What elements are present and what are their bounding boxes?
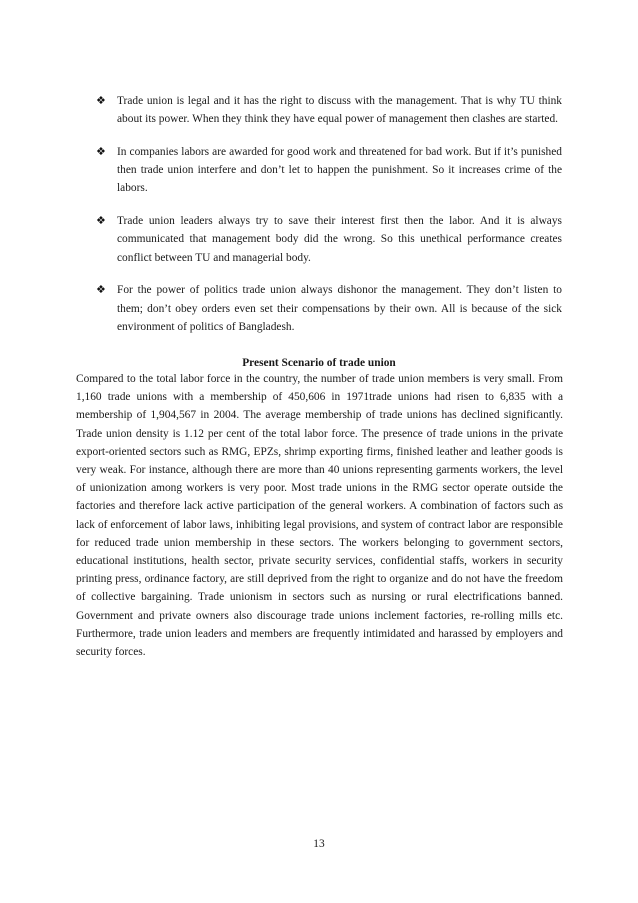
diamond-bullet-icon: ❖	[96, 283, 106, 297]
section-paragraph: Compared to the total labor force in the country, the number of trade union members is very small. From 1,160 trade unions with a membership of 450,606 in 1971trade unions had risen to 6,835 with a membership of 1,904,567 in 2004. The average membership of trade unions has declined significantly. Trade union density is 1.12 per cent of the total labor force. The presence of trade unions in the private export-oriented sectors such as RMG, EPZs, shrimp exporting firms, finished leather and leather goods is very weak. For instance, although there are more than 40 unions representing garments workers, the level of unionization among workers is very poor. Most trade unions in the RMG sector operate outside the factories and therefore lack active participation of the general workers. A combination of factors such as lack of enforcement of labor laws, inhibiting legal provisions, and system of contract labor are responsible for reduced trade union membership in these sectors. The workers belonging to government sectors, educational institutions, health sector, private security services, confidential staffs, workers in security printing press, ordinance factory, are still deprived from the right to organize and do not have the freedom of collective bargaining. Trade unionism in sectors such as nursing or rural electrifications banned. Government and private owners also discourage trade unions inclement factories, re-rolling mills etc. Furthermore, trade union leaders and members are frequently intimidated and harassed by employers and security forces.	[76, 373, 563, 659]
bullet-text: For the power of politics trade union always dishonor the management. They don’t listen to them; don’t obey orders even set their compensations by their own. All is because of the sick environment of politics of Bangladesh.	[117, 284, 562, 333]
bullet-item	[96, 281, 562, 336]
page-number: 13	[313, 838, 325, 850]
bullet-text: In companies labors are awarded for good work and threatened for bad work. But if it’s punished then trade union interfere and don’t let to happen the punishment. So it increases crime of the labors.	[117, 146, 562, 195]
bullet-item	[96, 212, 562, 267]
bullet-text: Trade union leaders always try to save their interest first then the labor. And it is always communicated that management body did the wrong. So this unethical performance creates conflict between TU and managerial body.	[117, 215, 562, 264]
diamond-bullet-icon: ❖	[96, 145, 106, 158]
section-heading: Present Scenario of trade union	[242, 357, 396, 369]
diamond-bullet-icon: ❖	[96, 214, 106, 228]
diamond-bullet-icon: ❖	[96, 94, 106, 107]
bullet-text: Trade union is legal and it has the right to discuss with the management. That is why TU think about its power. When they think they have equal power of management then clashes are started.	[117, 95, 562, 126]
bullet-item	[96, 92, 562, 128]
bullet-item	[96, 143, 562, 198]
bullet-list	[96, 92, 562, 351]
